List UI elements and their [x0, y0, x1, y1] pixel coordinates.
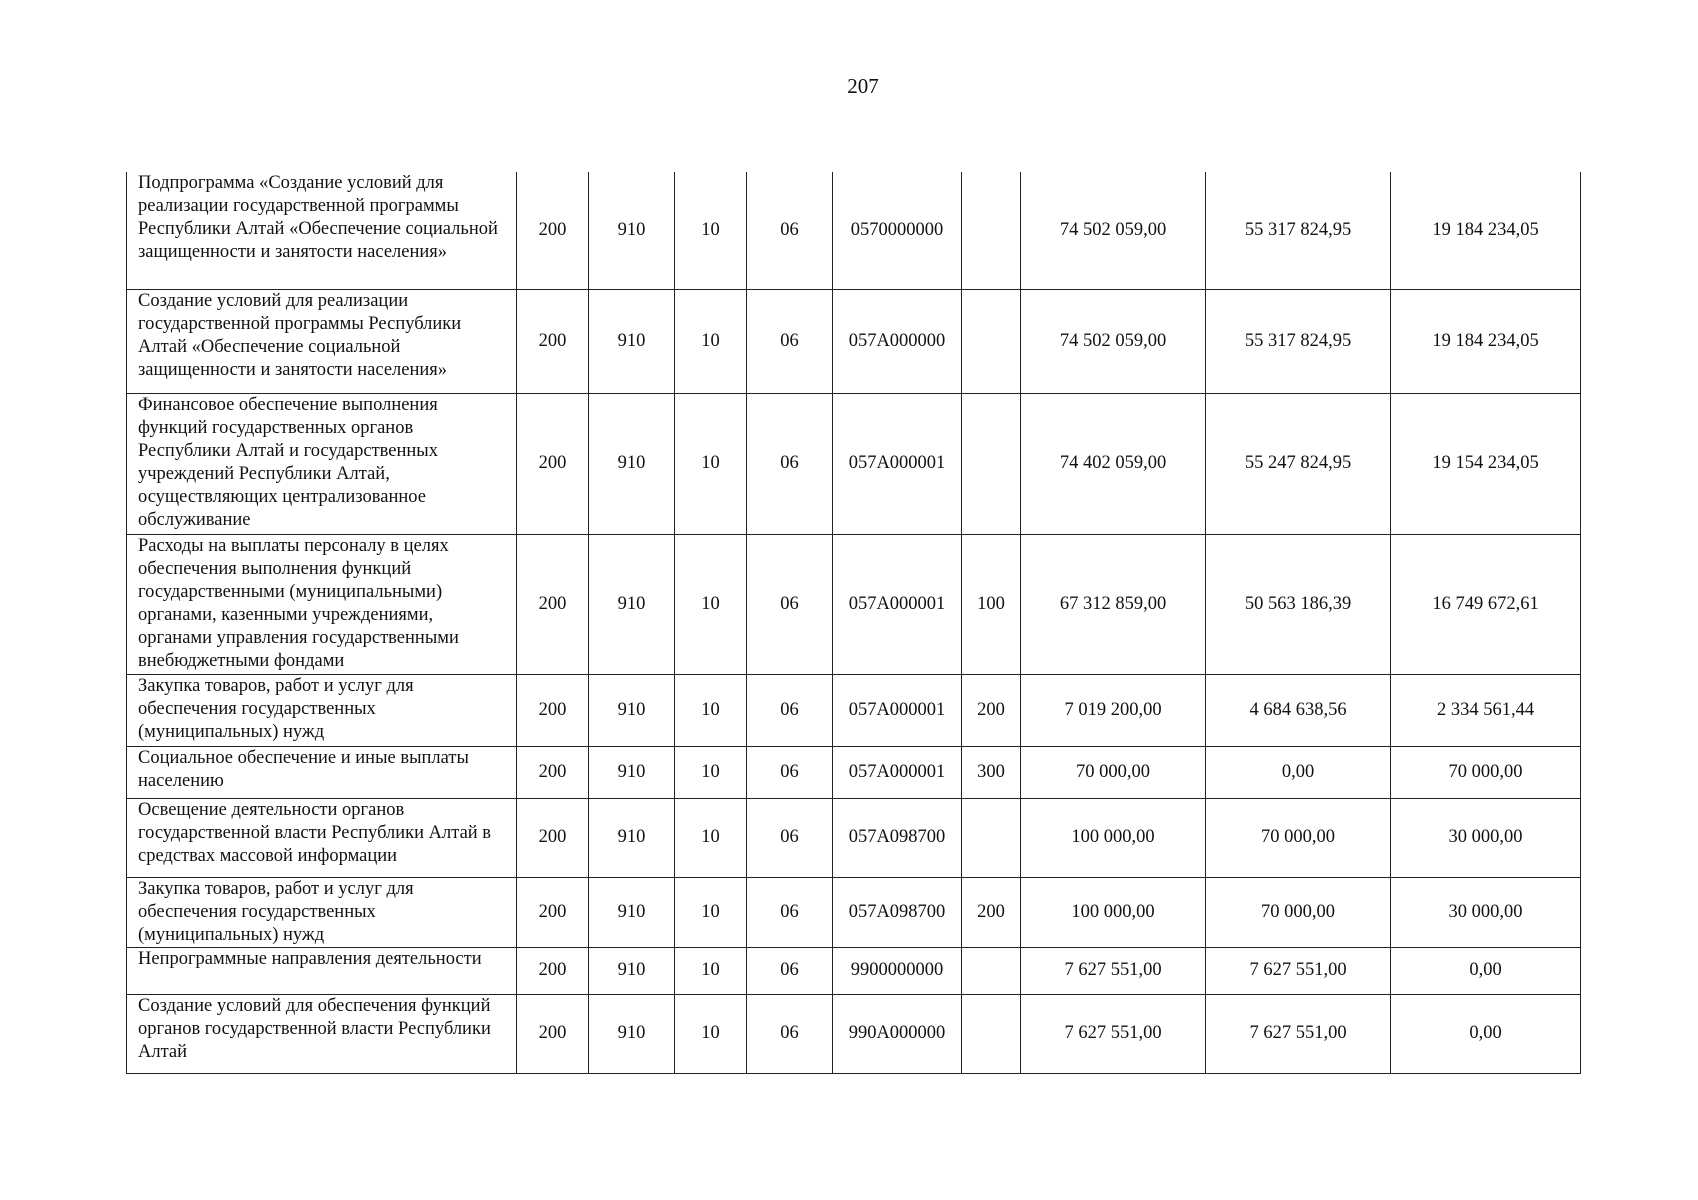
division-code-cell: 10 [675, 289, 747, 393]
expense-type-cell [962, 393, 1021, 534]
remaining-amount-cell: 19 184 234,05 [1391, 289, 1581, 393]
table-row [127, 172, 1581, 289]
subdivision-code-cell: 06 [747, 947, 833, 994]
ministry-code-cell: 910 [589, 994, 675, 1073]
expense-name-cell: Создание условий для реализации государственной программы Республики Алтай «Обеспечение социальной защищенности и занятости населения» [127, 289, 517, 393]
table-row [127, 534, 1581, 674]
subdivision-code-cell: 06 [747, 877, 833, 947]
target-article-cell: 990A000000 [833, 994, 962, 1073]
section-code-cell: 200 [517, 289, 589, 393]
remaining-amount-cell: 70 000,00 [1391, 746, 1581, 798]
expense-type-cell [962, 947, 1021, 994]
subdivision-code-cell: 06 [747, 393, 833, 534]
target-article-cell: 057A098700 [833, 877, 962, 947]
section-code-cell: 200 [517, 746, 589, 798]
expense-name-cell: Закупка товаров, работ и услуг для обеспечения государственных (муниципальных) нужд [127, 674, 517, 746]
subdivision-code-cell: 06 [747, 289, 833, 393]
expense-type-cell [962, 798, 1021, 877]
ministry-code-cell: 910 [589, 947, 675, 994]
approved-amount-cell: 74 402 059,00 [1021, 393, 1206, 534]
division-code-cell: 10 [675, 674, 747, 746]
expense-name-cell: Освещение деятельности органов государственной власти Республики Алтай в средствах массовой информации [127, 798, 517, 877]
target-article-cell: 9900000000 [833, 947, 962, 994]
section-code-cell: 200 [517, 172, 589, 289]
expense-type-cell: 100 [962, 534, 1021, 674]
division-code-cell: 10 [675, 798, 747, 877]
target-article-cell: 057A000001 [833, 393, 962, 534]
remaining-amount-cell: 16 749 672,61 [1391, 534, 1581, 674]
target-article-cell: 0570000000 [833, 172, 962, 289]
table-body [127, 172, 1581, 1073]
target-article-cell: 057A000001 [833, 534, 962, 674]
approved-amount-cell: 7 627 551,00 [1021, 947, 1206, 994]
target-article-cell: 057A000000 [833, 289, 962, 393]
ministry-code-cell: 910 [589, 746, 675, 798]
division-code-cell: 10 [675, 746, 747, 798]
section-code-cell: 200 [517, 947, 589, 994]
section-code-cell: 200 [517, 994, 589, 1073]
ministry-code-cell: 910 [589, 798, 675, 877]
executed-amount-cell: 50 563 186,39 [1206, 534, 1391, 674]
executed-amount-cell: 7 627 551,00 [1206, 947, 1391, 994]
expense-type-cell: 200 [962, 877, 1021, 947]
budget-table [126, 172, 1581, 1074]
table-row [127, 289, 1581, 393]
approved-amount-cell: 67 312 859,00 [1021, 534, 1206, 674]
subdivision-code-cell: 06 [747, 746, 833, 798]
expense-type-cell [962, 994, 1021, 1073]
division-code-cell: 10 [675, 994, 747, 1073]
approved-amount-cell: 74 502 059,00 [1021, 289, 1206, 393]
executed-amount-cell: 0,00 [1206, 746, 1391, 798]
approved-amount-cell: 7 019 200,00 [1021, 674, 1206, 746]
executed-amount-cell: 55 317 824,95 [1206, 172, 1391, 289]
subdivision-code-cell: 06 [747, 534, 833, 674]
remaining-amount-cell: 30 000,00 [1391, 798, 1581, 877]
executed-amount-cell: 70 000,00 [1206, 798, 1391, 877]
table-row [127, 393, 1581, 534]
approved-amount-cell: 100 000,00 [1021, 877, 1206, 947]
section-code-cell: 200 [517, 798, 589, 877]
subdivision-code-cell: 06 [747, 172, 833, 289]
expense-name-cell: Подпрограмма «Создание условий для реализации государственной программы Республики Алтай «Обеспечение социальной защищенности и занятости населения» [127, 172, 517, 289]
expense-type-cell [962, 172, 1021, 289]
approved-amount-cell: 74 502 059,00 [1021, 172, 1206, 289]
table-row [127, 947, 1581, 994]
section-code-cell: 200 [517, 877, 589, 947]
target-article-cell: 057A000001 [833, 674, 962, 746]
section-code-cell: 200 [517, 674, 589, 746]
division-code-cell: 10 [675, 534, 747, 674]
section-code-cell: 200 [517, 393, 589, 534]
approved-amount-cell: 70 000,00 [1021, 746, 1206, 798]
division-code-cell: 10 [675, 947, 747, 994]
ministry-code-cell: 910 [589, 393, 675, 534]
executed-amount-cell: 55 317 824,95 [1206, 289, 1391, 393]
ministry-code-cell: 910 [589, 534, 675, 674]
subdivision-code-cell: 06 [747, 798, 833, 877]
ministry-code-cell: 910 [589, 289, 675, 393]
remaining-amount-cell: 0,00 [1391, 994, 1581, 1073]
executed-amount-cell: 7 627 551,00 [1206, 994, 1391, 1073]
expense-name-cell: Создание условий для обеспечения функций органов государственной власти Республики Алтай [127, 994, 517, 1073]
remaining-amount-cell: 30 000,00 [1391, 877, 1581, 947]
expense-type-cell: 200 [962, 674, 1021, 746]
ministry-code-cell: 910 [589, 877, 675, 947]
expense-name-cell: Финансовое обеспечение выполнения функций государственных органов Республики Алтай и государственных учреждений Республики Алтай, осуществляющих централизованное обслуживание [127, 393, 517, 534]
table-row [127, 877, 1581, 947]
ministry-code-cell: 910 [589, 172, 675, 289]
division-code-cell: 10 [675, 172, 747, 289]
remaining-amount-cell: 19 154 234,05 [1391, 393, 1581, 534]
executed-amount-cell: 55 247 824,95 [1206, 393, 1391, 534]
executed-amount-cell: 4 684 638,56 [1206, 674, 1391, 746]
expense-type-cell [962, 289, 1021, 393]
ministry-code-cell: 910 [589, 674, 675, 746]
expense-name-cell: Закупка товаров, работ и услуг для обеспечения государственных (муниципальных) нужд [127, 877, 517, 947]
approved-amount-cell: 7 627 551,00 [1021, 994, 1206, 1073]
remaining-amount-cell: 0,00 [1391, 947, 1581, 994]
expense-name-cell: Расходы на выплаты персоналу в целях обеспечения выполнения функций государственными (муниципальными) органами, казенными учреждениями, органами управления государственными внебюджетными фондами [127, 534, 517, 674]
expense-name-cell: Непрограммные направления деятельности [127, 947, 517, 994]
table-row [127, 674, 1581, 746]
table-row [127, 746, 1581, 798]
expense-type-cell: 300 [962, 746, 1021, 798]
approved-amount-cell: 100 000,00 [1021, 798, 1206, 877]
page-number: 207 [847, 74, 879, 98]
division-code-cell: 10 [675, 877, 747, 947]
subdivision-code-cell: 06 [747, 674, 833, 746]
target-article-cell: 057A000001 [833, 746, 962, 798]
subdivision-code-cell: 06 [747, 994, 833, 1073]
remaining-amount-cell: 2 334 561,44 [1391, 674, 1581, 746]
expense-name-cell: Социальное обеспечение и иные выплаты населению [127, 746, 517, 798]
remaining-amount-cell: 19 184 234,05 [1391, 172, 1581, 289]
section-code-cell: 200 [517, 534, 589, 674]
table-row [127, 994, 1581, 1073]
table-row [127, 798, 1581, 877]
executed-amount-cell: 70 000,00 [1206, 877, 1391, 947]
target-article-cell: 057A098700 [833, 798, 962, 877]
division-code-cell: 10 [675, 393, 747, 534]
